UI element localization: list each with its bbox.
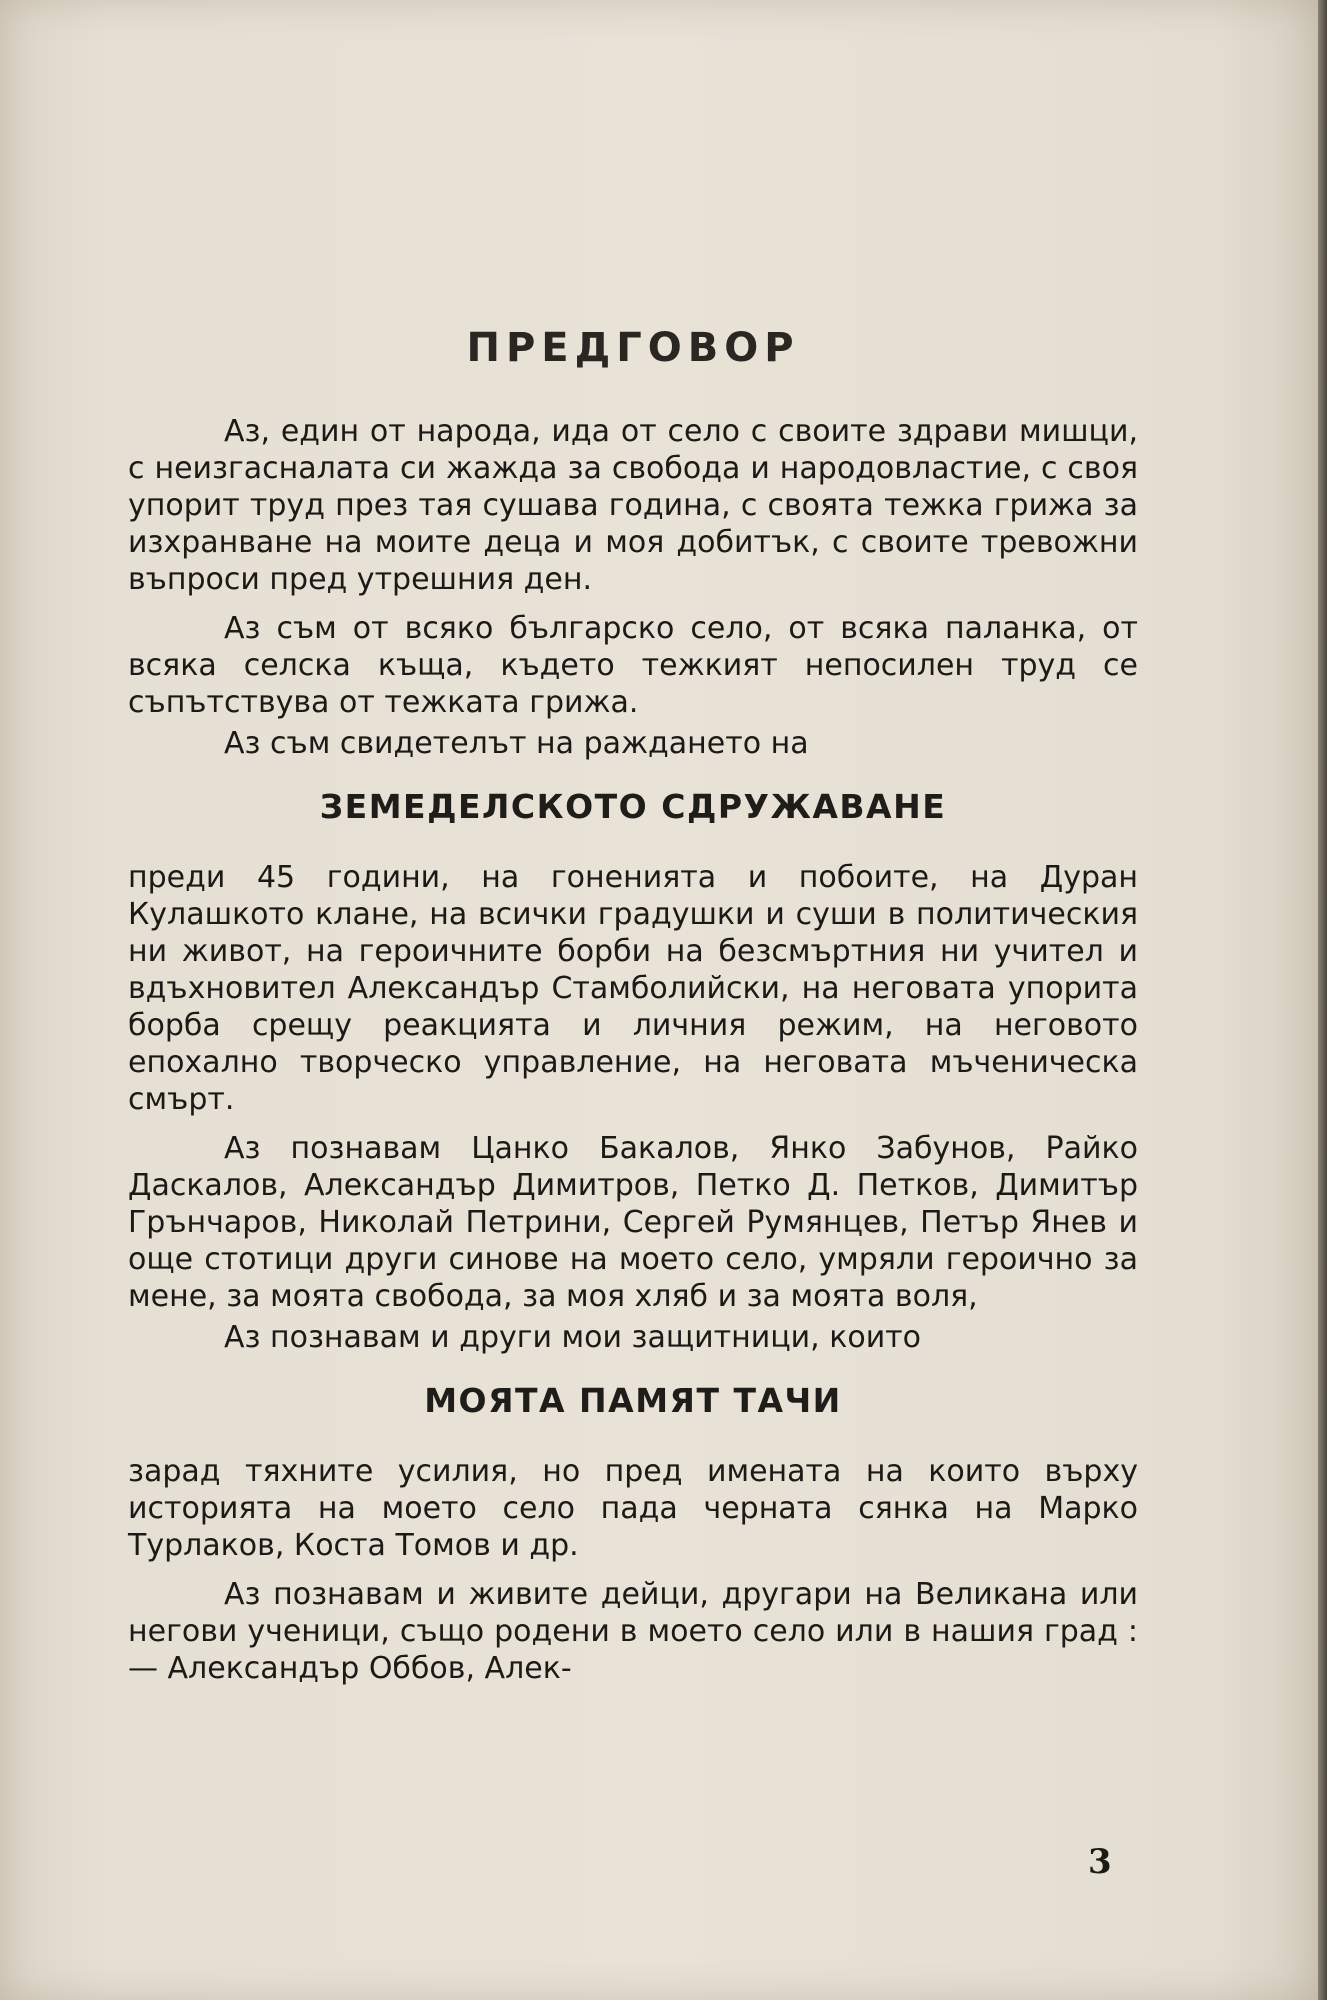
page-title: ПРЕДГОВОР xyxy=(466,325,800,371)
page-edge-shadow xyxy=(1318,0,1327,2000)
paragraph: Аз познавам и живите дейци, другари на Великана или негови ученици, също родени в моето село или в нашия град : — Александър Оббов, Алек- xyxy=(128,1577,1138,1686)
paragraph: зарад тяхните усилия, но пред имената на които върху историята на моето село пада черната сянка на Марко Турлаков, Коста Томов и др. xyxy=(128,1454,1138,1563)
paragraph: Аз познавам Цанко Бакалов, Янко Забунов, Райко Даскалов, Александър Димитров, Петко Д. Петков, Димитър Грънчаров, Николай Петрини, Сергей Румянцев, Петър Янев и още стотици други синове на моето село, умряли героично за мене, за моята свобода, за моя хляб и за моята воля, xyxy=(128,1131,1138,1314)
paragraph: Аз познавам и други мои защитници, които xyxy=(224,1320,922,1355)
paragraph: преди 45 години, на гоненията и побоите, на Дуран Кулашкото клане, на всички градушки и суши в политическия ни живот, на героичните борби на безсмъртния ни учител и вдъхновител Александър Стамболийски, на неговата упорита борба срещу реакцията и личния режим, на неговото епохално творческо управление, на неговата мъченическа смърт. xyxy=(128,860,1138,1117)
page-number: 3 xyxy=(1088,1842,1112,1882)
paragraph: Аз съм свидетелът на раждането на xyxy=(224,726,809,761)
paragraph: Аз, един от народа, ида от село с своите здрави мишци, с неизгасналата си жажда за свобода и народовластие, с своя упорит труд през тая сушава година, с своята тежка грижа за изхранване на моите деца и моя добитък, с своите тревожни въпроси пред утрешния ден. xyxy=(128,414,1138,597)
page-text xyxy=(128,325,1138,1699)
section-heading: МОЯТА ПАМЯТ ТАЧИ xyxy=(424,1381,842,1420)
section-heading: ЗЕМЕДЕЛСКОТО СДРУЖАВАНЕ xyxy=(319,787,947,826)
paragraph: Аз съм от всяко българско село, от всяка паланка, от всяка селска къща, където тежкият непосилен труд се съпътствува от тежката грижа. xyxy=(128,611,1138,720)
